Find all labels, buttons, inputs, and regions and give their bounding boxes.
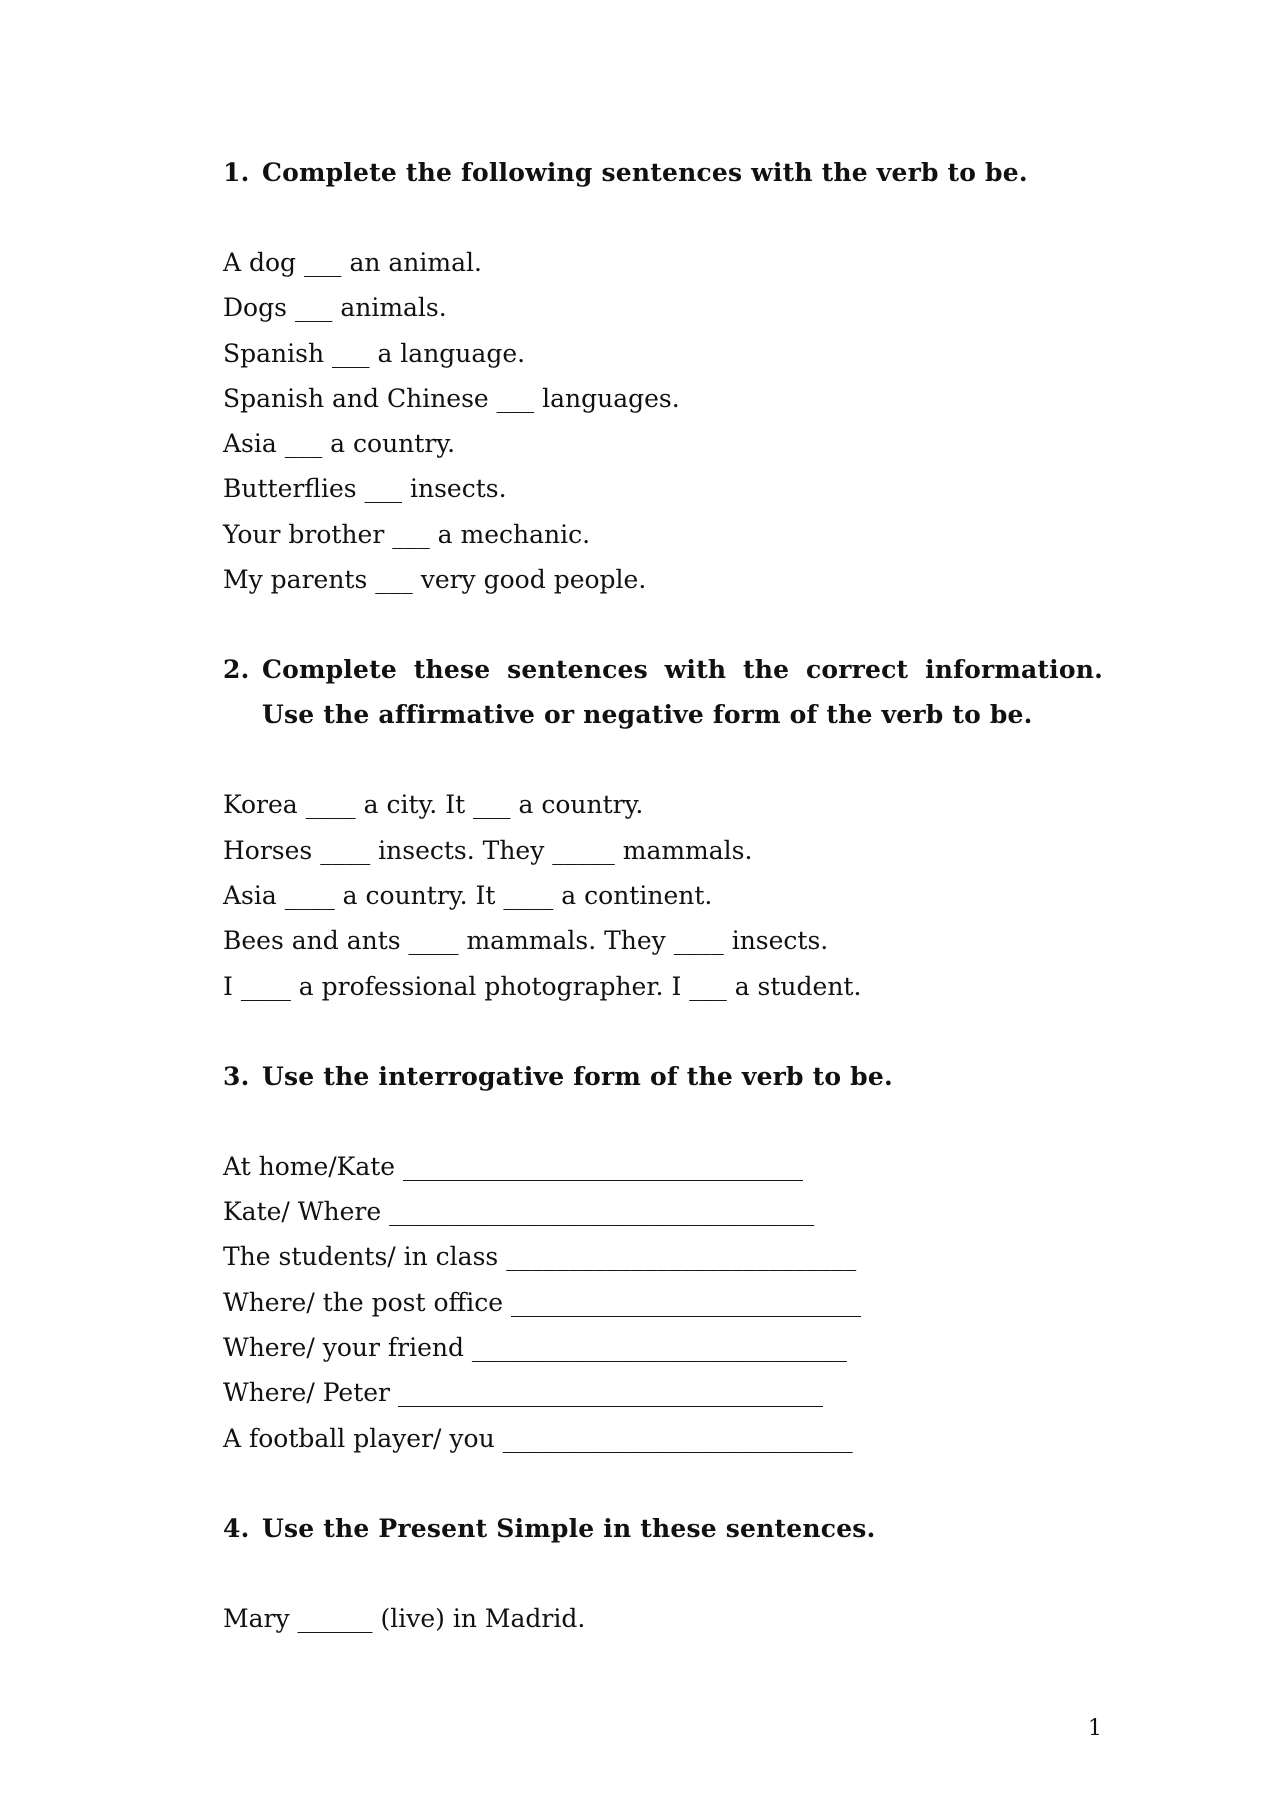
exercise-line: Where/ the post office ____________________________	[223, 1287, 862, 1317]
exercise-line: Spanish ___ a language.	[223, 338, 526, 368]
exercise-line: Asia ____ a country. It ____ a continent.	[223, 880, 713, 910]
exercise-number: 3.	[223, 1061, 250, 1091]
exercise-line: Spanish and Chinese ___ languages.	[223, 383, 680, 413]
worksheet-page	[223, 150, 1103, 1641]
exercise-instruction: Use the affirmative or negative form of the verb to be.	[262, 700, 1033, 730]
exercise-line: Bees and ants ____ mammals. They ____ insects.	[223, 926, 829, 956]
page-number: 1	[1088, 1716, 1102, 1741]
exercise-2-items	[223, 782, 1103, 1008]
exercise-instruction: Complete the following sentences with the verb to be.	[262, 158, 1028, 187]
exercise-line: Your brother ___ a mechanic.	[223, 519, 591, 549]
exercise-instruction: Use the interrogative form of the verb to be.	[262, 1061, 893, 1091]
exercise-line: Dogs ___ animals.	[223, 293, 447, 323]
exercise-line: My parents ___ very good people.	[223, 565, 647, 595]
exercise-line: The students/ in class ____________________________	[223, 1242, 857, 1272]
exercise-3	[223, 1054, 1103, 1461]
exercise-line: Butterflies ___ insects.	[223, 474, 507, 504]
exercise-2	[223, 647, 1103, 1008]
exercise-2-heading	[223, 647, 1103, 737]
exercise-line: Asia ___ a country.	[223, 429, 456, 459]
exercise-4	[223, 1506, 1103, 1641]
exercise-4-items	[223, 1596, 1103, 1641]
exercise-line: Horses ____ insects. They _____ mammals.	[223, 835, 753, 865]
exercise-1	[223, 150, 1103, 602]
exercise-3-heading	[223, 1054, 1103, 1099]
exercise-line: A dog ___ an animal.	[223, 248, 482, 277]
exercise-line: Where/ your friend ______________________________	[223, 1333, 847, 1363]
exercise-line: Kate/ Where __________________________________	[223, 1197, 815, 1227]
exercise-number: 4.	[223, 1513, 250, 1543]
exercise-instruction: Use the Present Simple in these sentences.	[262, 1513, 876, 1543]
exercise-3-items	[223, 1144, 1103, 1461]
exercise-line: At home/Kate ________________________________	[223, 1151, 804, 1181]
exercise-line: Where/ Peter __________________________________	[223, 1378, 823, 1408]
exercise-4-heading	[223, 1506, 1103, 1551]
exercise-line: Korea ____ a city. It ___ a country.	[223, 790, 644, 820]
exercise-1-heading	[223, 150, 1103, 195]
exercise-instruction: Complete these sentences with the correct information.	[262, 655, 1103, 685]
exercise-number: 1.	[223, 158, 250, 187]
exercise-line: I ____ a professional photographer. I ___ a student.	[223, 971, 862, 1001]
exercise-number: 2.	[223, 655, 250, 685]
exercise-line: Mary ______ (live) in Madrid.	[223, 1603, 586, 1633]
exercise-1-items	[223, 240, 1103, 602]
exercise-line: A football player/ you ____________________________	[223, 1423, 853, 1453]
